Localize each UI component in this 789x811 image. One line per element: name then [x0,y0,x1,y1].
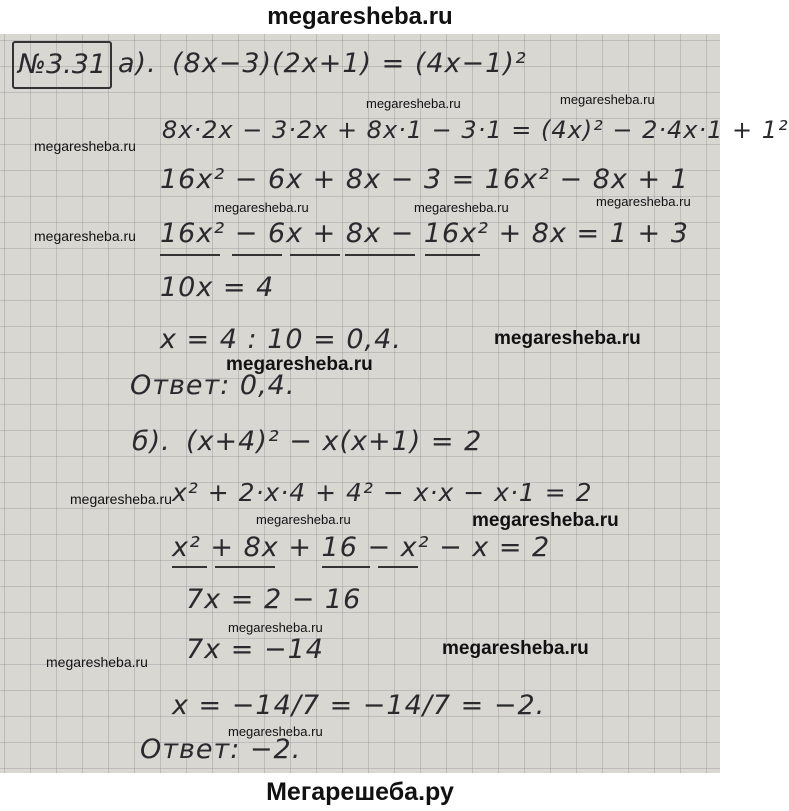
site-header: megaresheba.ru [267,3,453,30]
part-b-marker: б). [132,426,171,457]
problem-number: №3.31 [12,41,112,89]
watermark: megaresheba.ru [596,194,691,209]
underline-mark [290,254,340,256]
watermark: megaresheba.ru [560,92,655,107]
site-footer: Мегарешеба.ру [266,778,454,806]
part-b-equation: (x+4)² − x(x+1) = 2 [186,426,483,457]
underline-mark [215,566,275,568]
watermark: megaresheba.ru [34,138,136,154]
watermark: megaresheba.ru [46,654,148,670]
part-b-answer: Ответ: −2. [140,734,302,765]
watermark: megaresheba.ru [226,354,373,375]
underline-mark [160,254,220,256]
part-b-simplified: x² + 8x + 16 − x² − x = 2 [172,532,551,563]
underline-mark [232,254,282,256]
notebook-page [0,34,789,773]
watermark: megaresheba.ru [256,512,351,527]
watermark: megaresheba.ru [414,200,509,215]
part-a-answer: Ответ: 0,4. [130,370,296,401]
part-a-marker: а). [118,48,157,79]
part-a-solution: x = 4 : 10 = 0,4. [160,324,402,355]
watermark: megaresheba.ru [366,96,461,111]
watermark: megaresheba.ru [34,228,136,244]
watermark: megaresheba.ru [472,510,619,531]
watermark: megaresheba.ru [214,200,309,215]
underline-mark [322,566,370,568]
part-a-equation: (8x−3)(2x+1) = (4x−1)² [172,48,527,79]
watermark: megaresheba.ru [442,638,589,659]
part-a-expansion: 8x·2x − 3·2x + 8x·1 − 3·1 = (4x)² − 2·4x·1 + 1² [162,116,789,144]
watermark: megaresheba.ru [70,491,172,507]
part-a-linear: 10x = 4 [160,272,275,303]
underline-mark [172,566,207,568]
watermark: megaresheba.ru [228,620,323,635]
underline-mark [378,566,418,568]
part-a-simplified: 16x² − 6x + 8x − 3 = 16x² − 8x + 1 [160,164,689,195]
part-b-expansion: x² + 2·x·4 + 4² − x·x − x·1 = 2 [172,478,593,507]
part-b-solution: x = −14/7 = −14/7 = −2. [172,690,546,721]
underline-mark [345,254,415,256]
watermark: megaresheba.ru [228,724,323,739]
watermark: megaresheba.ru [494,328,641,349]
underline-mark [425,254,480,256]
part-b-linear: 7x = 2 − 16 [186,584,362,615]
part-b-linear-result: 7x = −14 [186,634,324,665]
part-a-collected: 16x² − 6x + 8x − 16x² + 8x = 1 + 3 [160,218,689,249]
